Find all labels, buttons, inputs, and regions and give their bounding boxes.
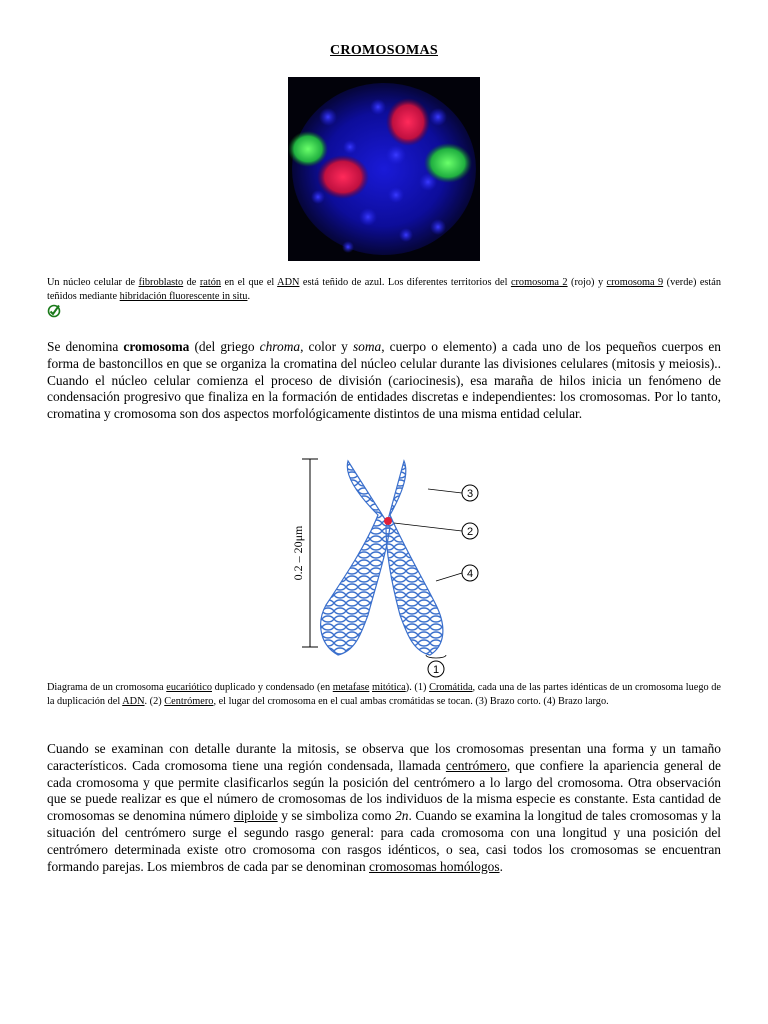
check-mark-icon: [47, 304, 61, 318]
page-title: CROMOSOMAS: [330, 43, 438, 58]
figure1-caption: Un núcleo celular de fibroblasto de ratón en el que el ADN está teñido de azul. Los diferentes territorios del cromosoma 2 (rojo) y cromosoma 9 (verde) están teñidos mediante hibridación fluorescente in situ.: [47, 277, 721, 302]
link-mitotica[interactable]: mitótica: [372, 682, 406, 693]
link-fibroblasto[interactable]: fibroblasto: [138, 277, 184, 288]
fluorescence-nucleus-image: [288, 77, 480, 261]
svg-text:1: 1: [432, 664, 440, 676]
label-2: [462, 523, 478, 539]
link-metafase[interactable]: metafase: [332, 682, 370, 693]
link-cromosoma-9[interactable]: cromosoma 9: [606, 277, 664, 288]
paragraph-mitosis: Cuando se examinan con detalle durante la mitosis, se observa que los cromosomas presentan una forma y un tamaño característicos. Cada cromosoma tiene una región condensada, llamada centrómero, que confiere la apariencia general de cada cromosoma y que permite clasificarlos según la posición del centrómero a lo largo del cromosoma. Otra observación que se puede realizar es que el número de cromosomas de los individuos de la misma especie es constante. Esta cantidad de cromosomas se denomina número diploide y se simboliza como 2n. Cuando se examina la longitud de tales cromosomas y la situación del centrómero surge el segundo rasgo general: para cada cromosoma con una longitud y una posición del centrómero determinada existe otro cromosoma con rasgos idénticos, o sea, casi todos los cromosomas se encuentran formando parejas. Los miembros de cada par se denominan cromosomas homólogos.: [47, 741, 722, 874]
figure2-caption: Diagrama de un cromosoma eucariótico duplicado y condensado (en metafase mitótica). (1) Cromátida, cada una de las partes idénticas de un cromosoma luego de la duplicación del ADN. (2) Centrómero, el lugar del cromosoma en el cual ambas cromátidas se tocan. (3) Brazo corto. (4) Brazo largo.: [47, 682, 721, 707]
link-hibridacion[interactable]: hibridación fluorescente in situ: [119, 291, 248, 302]
link-centromero[interactable]: Centrómero: [164, 696, 214, 707]
link-adn[interactable]: ADN: [277, 277, 300, 288]
link-raton[interactable]: ratón: [199, 277, 221, 288]
link-cromosomas-homologos[interactable]: cromosomas homólogos: [369, 858, 500, 874]
centromere: [384, 517, 392, 525]
svg-text:4: 4: [466, 568, 474, 580]
label-3: [462, 485, 478, 501]
nucleus-micrograph: [288, 77, 480, 261]
link-cromosoma-2[interactable]: cromosoma 2: [510, 277, 568, 288]
scale-label: 0.2 – 20μm: [291, 525, 305, 581]
svg-text:3: 3: [466, 488, 474, 500]
chromatid-left: [321, 461, 390, 655]
chromosome-diagram: [286, 455, 486, 679]
link-cromatida[interactable]: Cromátida: [429, 682, 473, 693]
label-4: [462, 565, 478, 581]
link-adn-2[interactable]: ADN: [122, 696, 145, 707]
link-centromero-2[interactable]: centrómero: [445, 757, 507, 773]
link-diploide[interactable]: diploide: [233, 808, 278, 824]
label-1: [428, 661, 444, 677]
link-eucariotico[interactable]: eucariótico: [166, 682, 212, 693]
paragraph-definition: Se denomina cromosoma (del griego chroma, color y soma, cuerpo o elemento) a cada uno de los pequeños cuerpos en forma de bastoncillos en que se organiza la cromatina del núcleo celular durante las divisiones celulares (mitosis y meiosis).. Cuando el núcleo celular comienza el proceso de división (cariocinesis), esa maraña de hilos inicia un fenómeno de condensación progresivo que finaliza en la formación de entidades discretas e independientes: los cromosomas. Por lo tanto, cromatina y cromosoma son dos aspectos morfológicamente distintos de una misma entidad celular.: [47, 339, 721, 422]
svg-text:2: 2: [466, 526, 474, 538]
